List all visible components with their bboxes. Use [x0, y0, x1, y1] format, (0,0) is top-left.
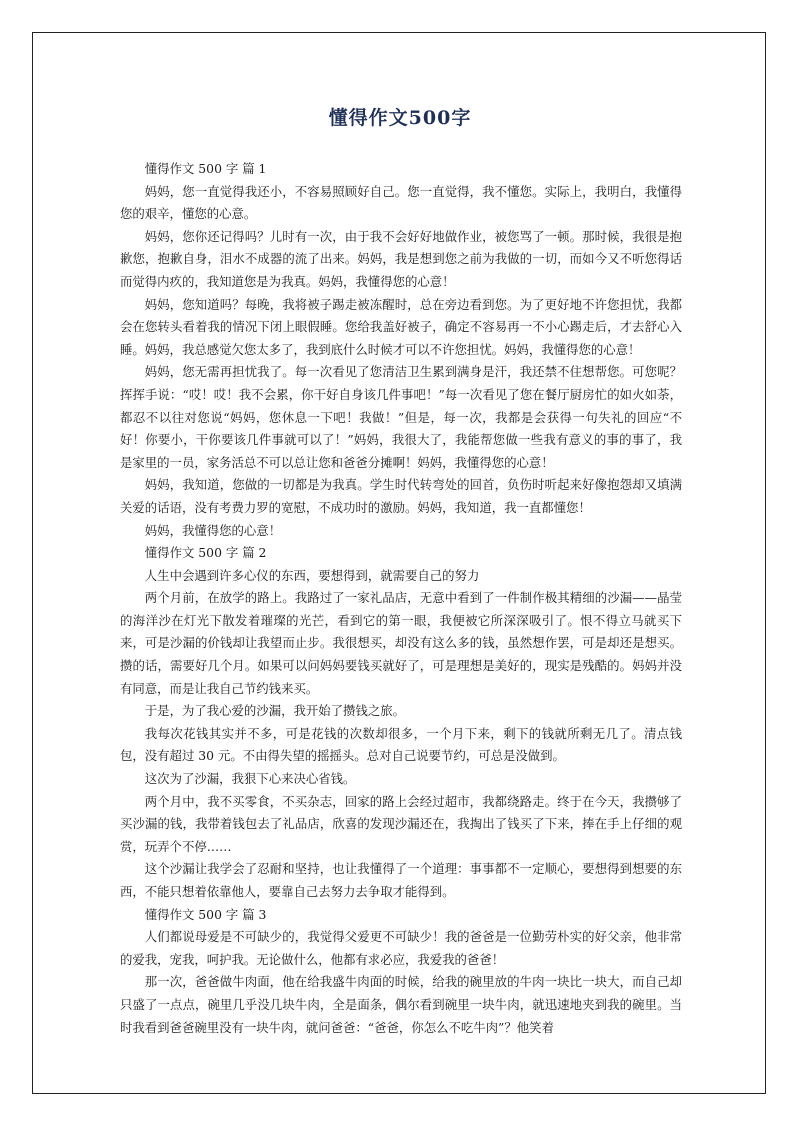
document-title: 懂得作文500字 — [328, 107, 472, 129]
paragraph: 妈妈，我懂得您的心意！ — [144, 522, 282, 538]
paragraph: 人们都说母爱是不可缺少的，我觉得父爱更不可缺少！我的爸爸是一位勤劳朴实的好父亲，他非常的爱我，宠我，呵护我。无论做什么，他都有求必应，我爱我的爸爸！ — [120, 929, 682, 967]
paragraph: 妈妈，您你还记得吗？儿时有一次，由于我不会好好地做作业，被您骂了一顿。那时候，我很是抱歉您，抱歉自身，泪水不成器的流了出来。妈妈，我是想到您之前为我做的一切，而如今又不听您得话而觉得内疚的，我知道您是为我真。妈妈，我懂得您的心意！ — [120, 228, 682, 289]
paragraph: 人生中会遇到许多心仪的东西，要想得到，就需要自己的努力 — [144, 567, 480, 583]
section-heading-3: 懂得作文 500 字 篇 3 — [144, 906, 267, 922]
paragraph: 这个沙漏让我学会了忍耐和坚持，也让我懂得了一个道理：事事都不一定顺心，要想得到想要的东西，不能只想着依靠他人，要靠自己去努力去争取才能得到。 — [120, 861, 682, 899]
paragraph: 那一次，爸爸做牛肉面，他在给我盛牛肉面的时候，给我的碗里放的牛肉一块比一块大，而自己却只盛了一点点，碗里几乎没几块牛肉，全是面条，偶尔看到碗里一块牛肉，就迅速地夹到我的碗里。当时我看到爸爸碗里没有一块牛肉，就问爸爸：“爸爸，你怎么不吃牛肉”？他笑着 — [120, 974, 682, 1035]
paragraph: 妈妈，您一直觉得我还小，不容易照顾好自己。您一直觉得，我不懂您。实际上，我明白，我懂得您的艰辛，懂您的心意。 — [120, 183, 682, 222]
section-heading-1: 懂得作文 500 字 篇 1 — [144, 161, 267, 176]
paragraph: 妈妈，您知道吗？每晚，我将被子踢走被冻醒时，总在旁边看到您。为了更好地不许您担忧，我都会在您转头看着我的情况下闭上眼假睡。您给我盖好被子，确定不容易再一不小心踢走后，才去舒心入睡。妈妈，我总感觉欠您太多了，我到底什么时候才可以不许您担忧。妈妈，我懂得您的心意！ — [120, 296, 682, 357]
document-body — [120, 158, 682, 1039]
paragraph: 这次为了沙漏，我狠下心来决心省钱。 — [144, 771, 356, 787]
paragraph: 于是，为了我心爱的沙漏，我开始了攒钱之旅。 — [144, 703, 405, 719]
paragraph: 妈妈，我知道，您做的一切都是为我真。学生时代转弯处的回首，负伤时听起来好像抱怨却又填满关爱的话语，没有考费力罗的宽慰，不成功时的激励。妈妈，我知道，我一直都懂您！ — [120, 477, 682, 515]
paragraph: 我每次花钱其实并不多，可是花钱的次数却很多，一个月下来，剩下的钱就所剩无几了。清点钱包，没有超过 30 元。不由得失望的摇摇头。总对自己说要节约，可总是没做到。 — [120, 725, 682, 764]
paragraph: 两个月中，我不买零食，不买杂志，回家的路上会经过超市，我都绕路走。终于在今天，我攒够了买沙漏的钱，我带着钱包去了礼品店，欣喜的发现沙漏还在，我掏出了钱买了下来，捧在手上仔细的观赏，玩弄个不停…… — [120, 793, 682, 854]
paragraph: 两个月前，在放学的路上。我路过了一家礼品店，无意中看到了一件制作极其精细的沙漏——晶莹的海洋沙在灯光下散发着璀璨的光芒，看到它的第一眼，我便被它所深深吸引了。恨不得立马就买下来，可是沙漏的价钱却让我望而止步。我很想买，却没有这么多的钱，虽然想作罢，可是却还是想买。攒的话，需要好几个月。如果可以问妈妈要钱买就好了，可是理想是美好的，现实是残酷的。妈妈并没有同意，而是让我自己节约钱来买。 — [120, 590, 682, 696]
section-heading-2: 懂得作文 500 字 篇 2 — [144, 545, 267, 561]
paragraph: 妈妈，您无需再担忧我了。每一次看见了您清洁卫生累到满身是汗，我还禁不住想帮您。可您呢？挥挥手说：“哎！哎！我不会累，你干好自身该几件事吧！”每一次看见了您在餐厅厨房忙的如火如荼，都忍不以往对您说“妈妈，您休息一下吧！我做！”但是，每一次，我都是会获得一句失礼的回应“不好！你要小，干你要该几件事就可以了！”妈妈，我很大了，我能帮您做一些我有意义的事的事了，我是家里的一员，家务活总不可以总让您和爸爸分摊啊！妈妈，我懂得您的心意！ — [120, 364, 682, 470]
